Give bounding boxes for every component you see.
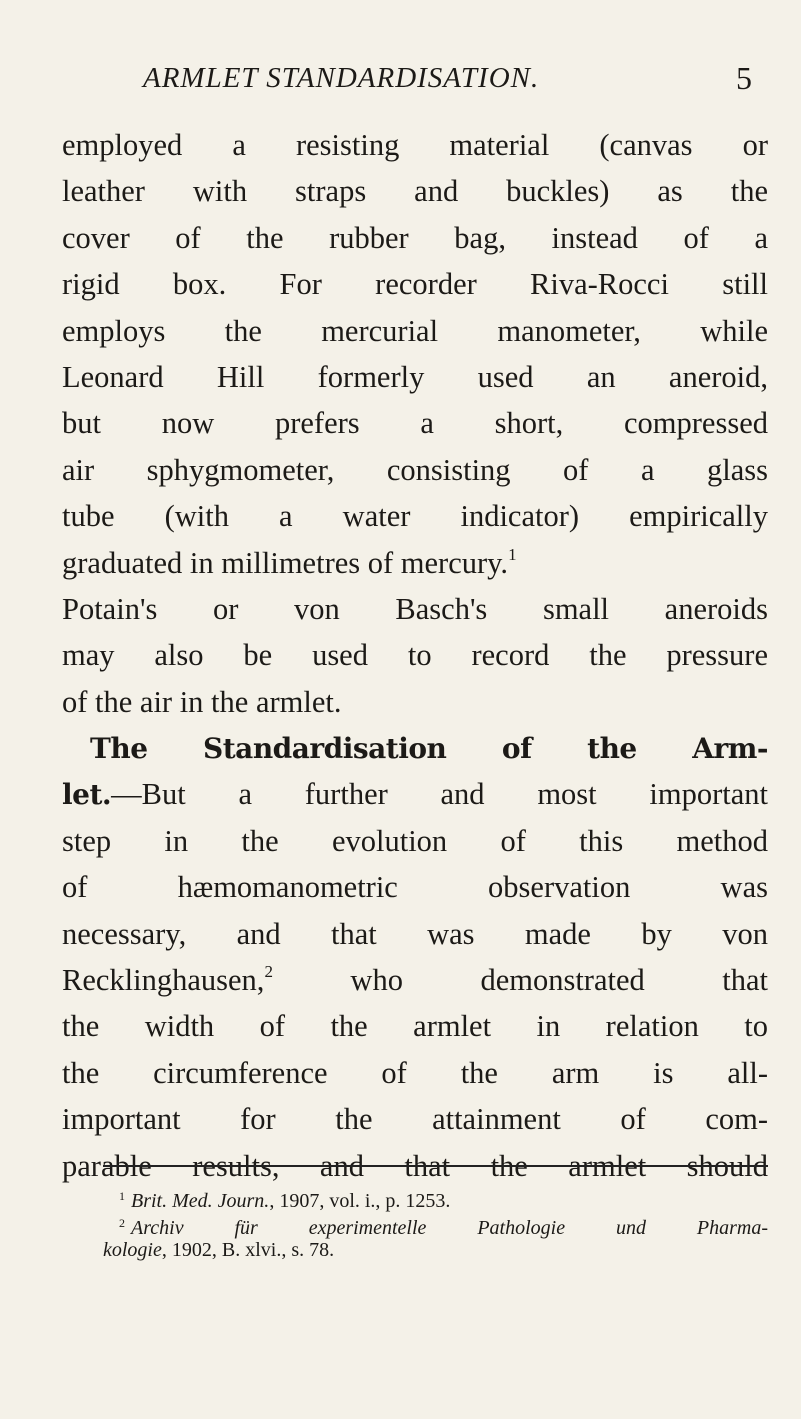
footnote-mark: 2 [119, 1216, 125, 1230]
footnote-text: , 1902, B. xlvi., s. 78. [161, 1239, 335, 1261]
text-line: employed a resisting material (canvas or [62, 128, 768, 162]
text-line: leather with straps and buckles) as the [62, 174, 768, 209]
text-line: parable results, and that the armlet should [62, 1148, 768, 1183]
footnote-ref[interactable]: 1 [508, 544, 517, 564]
text-line: important for the attainment of com- [62, 1102, 768, 1137]
footnote-2-cont [103, 1237, 768, 1264]
footnote-ref[interactable]: 2 [264, 962, 273, 982]
text-line: but now prefers a short, compressed [62, 406, 768, 441]
text-line [62, 771, 768, 817]
text-line: tube (with a water indicator) empirically [62, 499, 768, 534]
text-line: step in the evolution of this method [62, 823, 768, 858]
section-heading: The Standardisation of the Arm- [90, 732, 768, 766]
text-line [62, 957, 768, 1003]
text-line: rigid box. For recorder Riva-Rocci still [62, 267, 768, 302]
text-line: of the air in the armlet. [62, 684, 342, 719]
text: who demonstrated that [272, 963, 768, 998]
footnote-title: Archiv für experimentelle Pathologie und Pharma- [131, 1217, 768, 1239]
text-line: the width of the armlet in relation to [62, 1009, 768, 1044]
text-line: employs the mercurial manometer, while [62, 313, 768, 348]
text-line: of hæmomanometric observation was [62, 870, 768, 905]
text-line: necessary, and that was made by von [62, 916, 768, 951]
text-line: air sphygmometer, consisting of a glass [62, 452, 768, 487]
footnote-title: Brit. Med. Journ. [131, 1190, 270, 1212]
text-line: Leonard Hill formerly used an aneroid, [62, 359, 768, 394]
text: Recklinghausen, [62, 963, 265, 998]
section-heading-end: let. [62, 778, 112, 812]
text-line [62, 540, 768, 586]
page-number: 5 [736, 60, 752, 96]
footnote-divider [103, 1165, 768, 1167]
text-line: the circumference of the arm is all- [62, 1055, 768, 1090]
running-title: ARMLET STANDARDISATION. [143, 62, 540, 94]
footnote-title: kologie [103, 1239, 162, 1261]
footnote-text: , 1907, vol. i., p. 1253. [269, 1190, 451, 1212]
section-heading-line [62, 725, 768, 771]
text-line: may also be used to record the pressure [62, 638, 768, 673]
text-line: Potain's or von Basch's small aneroids [62, 591, 768, 626]
body-text [62, 122, 768, 1189]
text: graduated in millimetres of mercury. [62, 545, 509, 580]
footnote-mark: 1 [119, 1189, 125, 1203]
text-line: cover of the rubber bag, instead of a [62, 220, 768, 255]
text: —But a further and most important [111, 777, 768, 812]
